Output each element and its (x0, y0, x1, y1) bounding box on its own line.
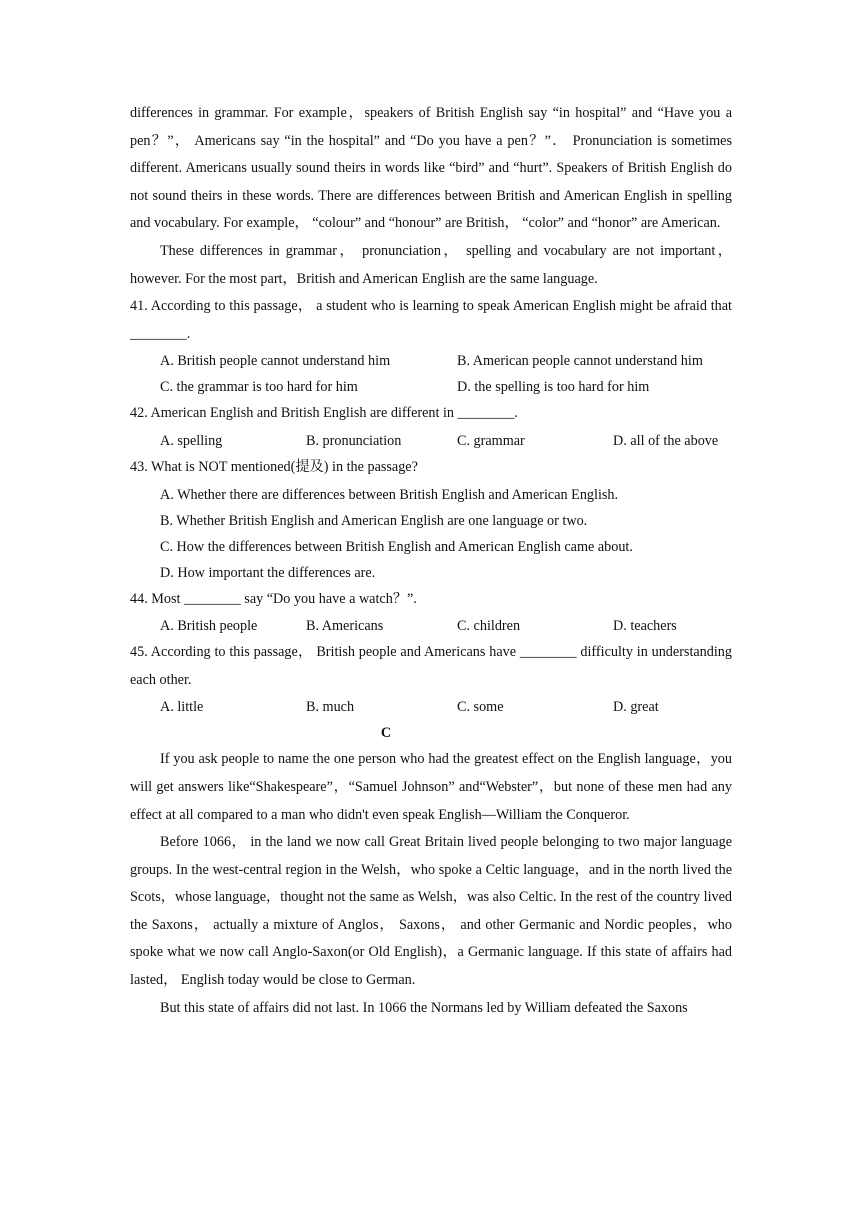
question-44-option-a: A. British people (160, 618, 258, 635)
section-c-paragraph-2: Before 1066， in the land we now call Great Britain lived people belonging to two major language groups. In the west-central region in the Welsh，who spoke a Celtic language，and in the north lived the Scots，whose language，thought not the same as Welsh，was also Celtic. In the rest of the country lived the Saxons， actually a mixture of Anglos， Saxons， and other Germanic and Nordic peoples，who spoke what we now call Anglo-Saxon(or Old English)，a Germanic language. If this state of affairs had lasted， English today would be close to German. (130, 834, 732, 989)
question-42-stem: 42. American English and British English are different in ________. (130, 405, 518, 422)
question-41-option-c: C. the grammar is too hard for him (160, 379, 358, 396)
question-43-option-c: C. How the differences between British English and American English came about. (160, 538, 633, 555)
question-42-options (130, 428, 732, 454)
question-43-stem: 43. What is NOT mentioned(提及) in the passage? (130, 458, 418, 475)
passage-b-paragraph-2: These differences in grammar， pronunciation， spelling and vocabulary are not important， however. For the most part，British and American English are the same language. (130, 242, 732, 287)
passage-b-paragraph-1: differences in grammar. For example，speakers of British English say “in hospital” and “Have you a pen？”， Americans say “in the hospital” and “Do you have a pen？”． Pronunciation is sometimes different. Americans usually sound theirs in words like “bird” and “hurt”. Speakers of British English do not sound theirs in these words. There are differences between British and American English in spelling and vocabulary. For example， “colour” and “honour” are British， “color” and “honor” are American. (130, 105, 732, 232)
question-42-option-d: D. all of the above (613, 432, 719, 449)
question-45-option-a: A. little (160, 699, 204, 716)
question-42-option-a: A. spelling (160, 432, 223, 449)
question-44-options (130, 613, 732, 639)
question-45-option-b: B. much (306, 699, 355, 716)
question-44-option-c: C. children (457, 618, 521, 635)
question-45-stem: 45. According to this passage， British people and Americans have ________ difficulty in understanding each other. (130, 644, 732, 688)
question-41-option-d: D. the spelling is too hard for him (457, 379, 650, 396)
question-41-option-b: B. American people cannot understand him (457, 353, 703, 370)
question-44-option-b: B. Americans (306, 618, 384, 635)
question-41-option-a: A. British people cannot understand him (160, 353, 391, 370)
question-42-option-c: C. grammar (457, 432, 525, 449)
question-45-option-c: C. some (457, 699, 504, 716)
question-45-options (130, 694, 732, 720)
document-page (130, 100, 732, 1022)
question-41-stem: 41. According to this passage， a student who is learning to speak American English might be afraid that ________. (130, 298, 732, 342)
section-c-heading: C (380, 725, 392, 742)
question-43-option-a: A. Whether there are differences between British English and American English. (160, 486, 619, 503)
question-43-option-b: B. Whether British English and American English are one language or two. (160, 512, 588, 529)
question-45-option-d: D. great (613, 699, 659, 716)
question-44-option-d: D. teachers (613, 618, 677, 635)
question-41-options-row-2 (130, 374, 732, 400)
question-43-option-d: D. How important the differences are. (160, 564, 376, 581)
question-42-option-b: B. pronunciation (306, 432, 402, 449)
question-41-options-row-1 (130, 348, 732, 374)
section-c-paragraph-3: But this state of affairs did not last. In 1066 the Normans led by William defeated the Saxons (160, 999, 688, 1016)
section-c-paragraph-1: If you ask people to name the one person who had the greatest effect on the English language，you will get answers like“Shakespeare”，“Samuel Johnson” and“Webster”，but none of these men had any effect at all compared to a man who didn't even speak English—William the Conqueror. (130, 751, 732, 823)
question-44-stem: 44. Most ________ say “Do you have a watch？”. (130, 590, 417, 607)
